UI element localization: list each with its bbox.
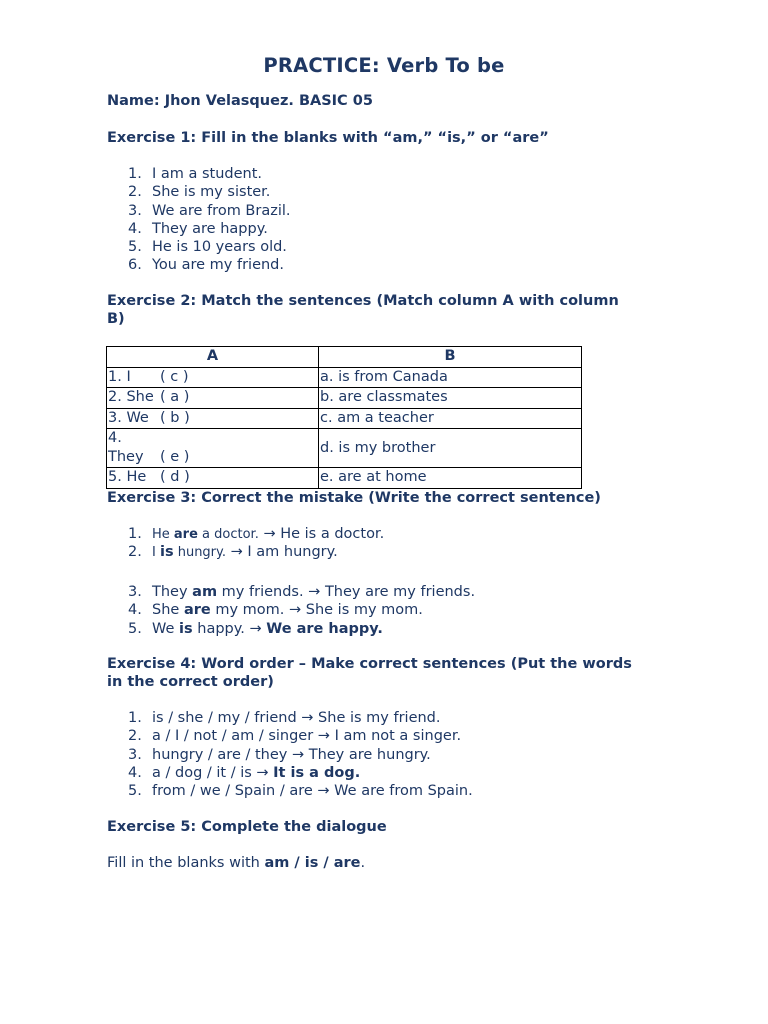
item-text: We are from Brazil. — [152, 202, 291, 219]
column-b-cell: a. is from Canada — [319, 367, 582, 388]
exercise-1-heading: Exercise 1: Fill in the blanks with “am,” “is,” or “are” — [107, 130, 549, 146]
list-item: 5. We is happy. → We are happy. — [128, 620, 383, 637]
list-item: 3. hungry / are / they → They are hungry. — [128, 746, 431, 763]
list-item: 6. You are my friend. — [128, 257, 284, 274]
column-a-cell: 2. She ( a ) — [107, 388, 319, 409]
table-row — [107, 468, 582, 489]
item-text: They are happy. — [152, 220, 268, 237]
list-item: 1. He are a doctor. → He is a doctor. — [128, 526, 385, 542]
exercise-1-list — [107, 165, 291, 275]
list-item: 3. They am my friends. → They are my friends. — [128, 584, 476, 600]
list-item: 5. from / we / Spain / are → We are from Spain. — [128, 783, 473, 800]
item-text: He is 10 years old. — [152, 239, 287, 256]
column-a-cell: 4. They ( e ) — [107, 429, 319, 468]
page-title: PRACTICE: Verb To be — [263, 54, 505, 77]
table-row — [107, 408, 582, 429]
list-item: 2. She is my sister. — [128, 184, 271, 201]
exercise-2-heading: Exercise 2: Match the sentences (Match column A with column B) — [107, 293, 619, 327]
list-item: 1. is / she / my / friend → She is my friend. — [128, 710, 441, 726]
list-item: 4. a / dog / it / is → It is a dog. — [128, 764, 361, 781]
exercise-3-list-continued — [107, 583, 475, 638]
list-item: 3. We are from Brazil. — [128, 202, 291, 219]
list-item: 2. I is hungry. → I am hungry. — [128, 544, 338, 561]
column-b-header: B — [319, 347, 582, 368]
column-b-cell: b. are classmates — [319, 388, 582, 409]
column-b-cell: e. are at home — [319, 468, 582, 489]
table-row — [107, 388, 582, 409]
column-b-cell: c. am a teacher — [319, 408, 582, 429]
column-a-cell: 5. He ( d ) — [107, 468, 319, 489]
name-line: Name: Jhon Velasquez. BASIC 05 — [107, 93, 373, 109]
table-row — [107, 367, 582, 388]
item-text: She is my sister. — [152, 184, 271, 201]
list-item: 1. I am a student. — [128, 166, 263, 182]
exercise-4-heading: Exercise 4: Word order – Make correct sentences (Put the words in the correct order) — [107, 656, 632, 690]
match-table — [106, 346, 582, 489]
list-item: 4. They are happy. — [128, 220, 268, 237]
item-text: I am a student. — [152, 166, 263, 182]
column-a-cell: 3. We ( b ) — [107, 408, 319, 429]
list-item: 5. He is 10 years old. — [128, 239, 287, 256]
exercise-4-list — [107, 709, 473, 800]
exercise-3-heading: Exercise 3: Correct the mistake (Write the correct sentence) — [107, 490, 601, 506]
exercise-5-heading: Exercise 5: Complete the dialogue — [107, 819, 387, 835]
column-a-header: A — [107, 347, 319, 368]
list-item: 2. a / I / not / am / singer → I am not a singer. — [128, 728, 462, 745]
table-header-row — [107, 347, 582, 368]
list-item: 4. She are my mom. → She is my mom. — [128, 602, 423, 619]
exercise-5-instruction: Fill in the blanks with am / is / are. — [107, 855, 366, 871]
exercise-3-list — [107, 525, 384, 562]
table-row — [107, 429, 582, 468]
item-text: You are my friend. — [152, 257, 284, 274]
column-b-cell: d. is my brother — [319, 429, 582, 468]
column-a-cell: 1. I ( c ) — [107, 367, 319, 388]
